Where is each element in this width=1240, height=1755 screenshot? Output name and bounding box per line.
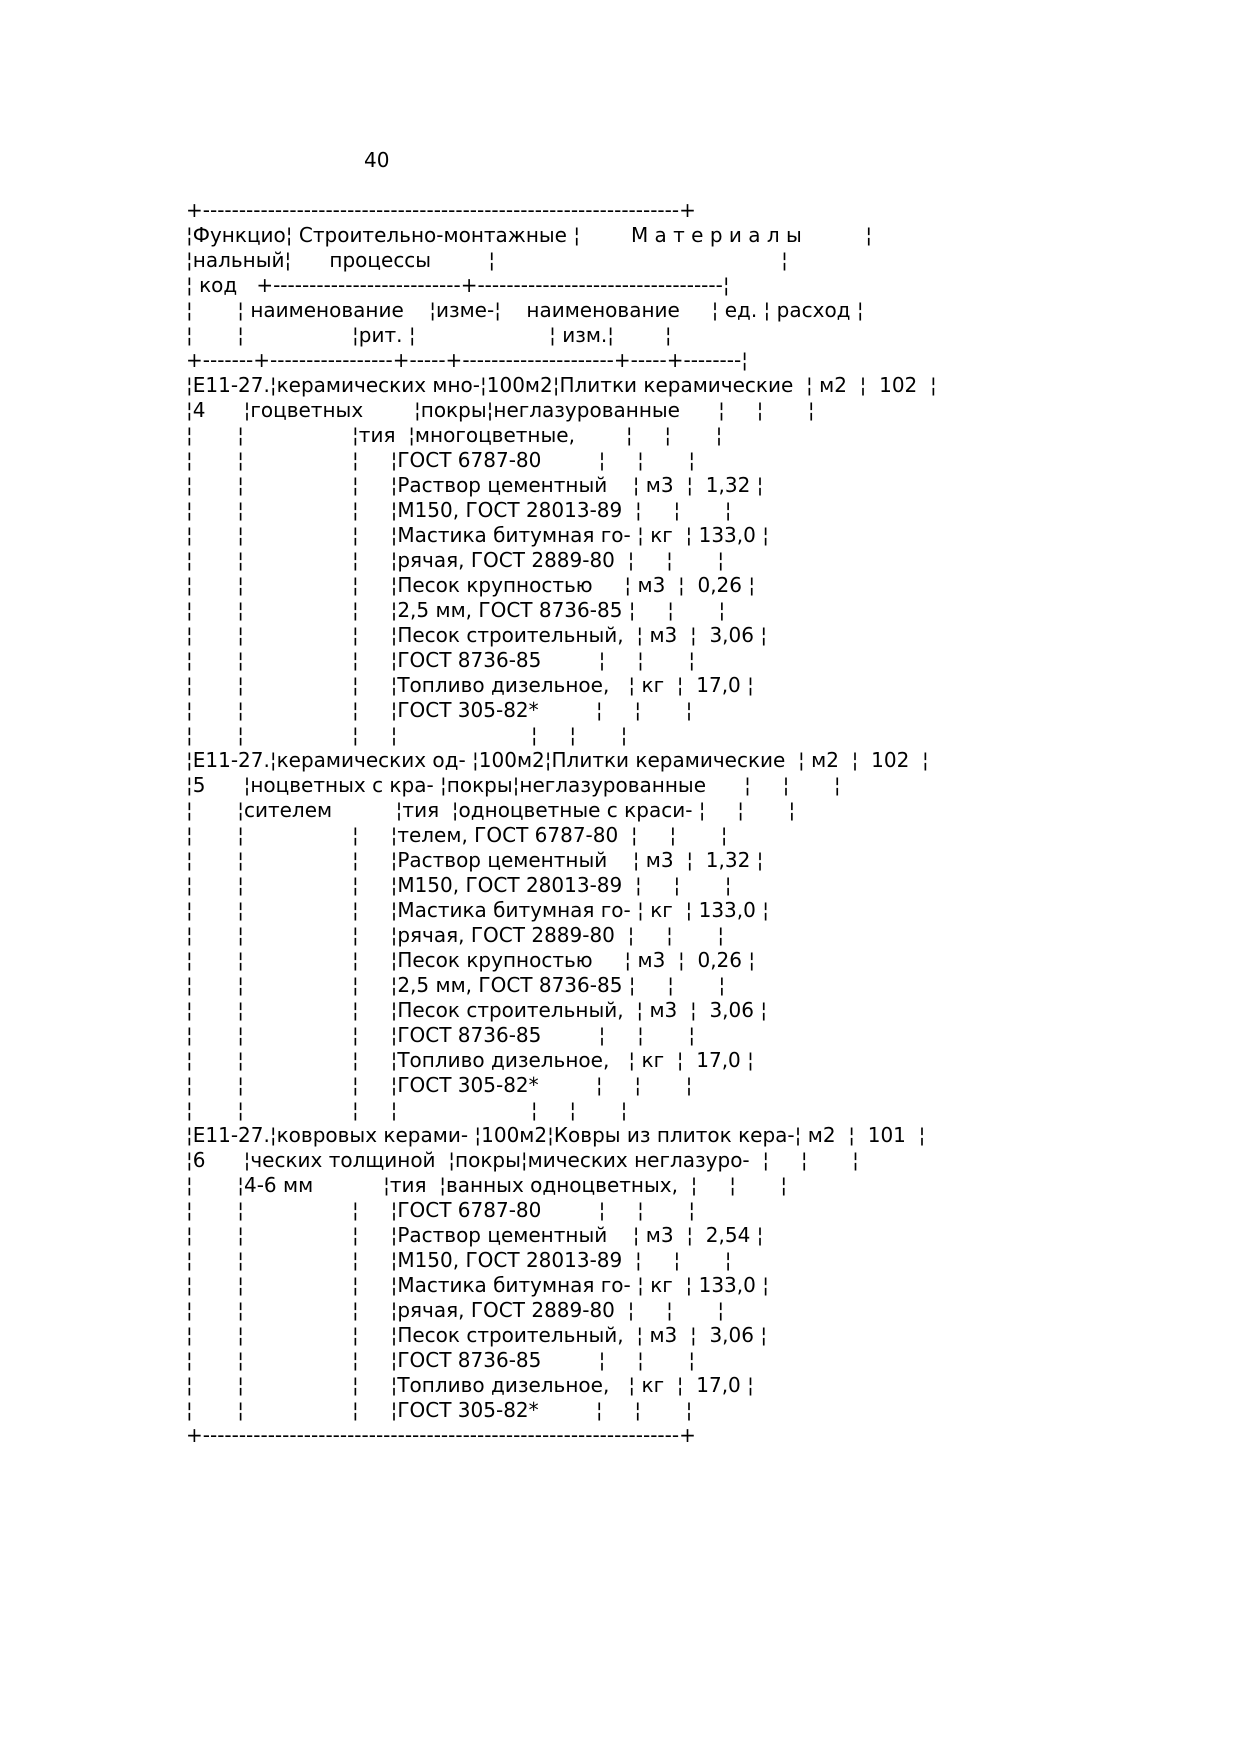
text-line: ¦ ¦ ¦ ¦Мастика битумная го- ¦ кг ¦ 133,0 ¦ — [186, 523, 769, 547]
text-line: ¦ ¦ ¦тия ¦многоцветные, ¦ ¦ ¦ — [186, 423, 723, 447]
text-line: ¦ ¦ ¦ ¦М150, ГОСТ 28013-89 ¦ ¦ ¦ — [186, 1248, 732, 1272]
text-line: ¦6 ¦ческих толщиной ¦покры¦мических неглазуро- ¦ ¦ ¦ — [186, 1148, 859, 1172]
text-line: ¦ ¦ ¦ ¦рячая, ГОСТ 2889-80 ¦ ¦ ¦ — [186, 548, 725, 572]
text-line: ¦ ¦ ¦ ¦Раствор цементный ¦ м3 ¦ 2,54 ¦ — [186, 1223, 764, 1247]
text-line: ¦ ¦ ¦ ¦ГОСТ 8736-85 ¦ ¦ ¦ — [186, 1023, 696, 1047]
text-line: ¦5 ¦ноцветных с кра- ¦покры¦неглазурованные ¦ ¦ ¦ — [186, 773, 841, 797]
page-number: 40 — [186, 148, 390, 172]
text-line: ¦ ¦ ¦ ¦Мастика битумная го- ¦ кг ¦ 133,0 ¦ — [186, 1273, 769, 1297]
text-line: ¦ ¦ ¦ ¦Мастика битумная го- ¦ кг ¦ 133,0 ¦ — [186, 898, 769, 922]
text-line: ¦Функцио¦ Строительно-монтажные ¦ М а т е р и а л ы ¦ — [186, 223, 873, 247]
text-line: ¦ ¦ ¦ ¦рячая, ГОСТ 2889-80 ¦ ¦ ¦ — [186, 923, 725, 947]
text-line: ¦ ¦ ¦ ¦рячая, ГОСТ 2889-80 ¦ ¦ ¦ — [186, 1298, 725, 1322]
text-line: ¦ ¦ ¦ ¦Раствор цементный ¦ м3 ¦ 1,32 ¦ — [186, 473, 764, 497]
text-line: ¦нальный¦ процессы ¦ ¦ — [186, 248, 788, 272]
text-line: ¦ ¦ ¦ ¦ГОСТ 305-82* ¦ ¦ ¦ — [186, 1398, 693, 1422]
text-line: ¦Е11-27.¦керамических мно-¦100м2¦Плитки керамические ¦ м2 ¦ 102 ¦ — [186, 373, 937, 397]
text-line: ¦Е11-27.¦керамических од- ¦100м2¦Плитки керамические ¦ м2 ¦ 102 ¦ — [186, 748, 929, 772]
text-line: ¦ ¦ ¦ ¦ГОСТ 6787-80 ¦ ¦ ¦ — [186, 448, 696, 472]
text-line: ¦ ¦ ¦ ¦Песок строительный, ¦ м3 ¦ 3,06 ¦ — [186, 1323, 768, 1347]
text-line: ¦ ¦ ¦ ¦ ¦ ¦ ¦ — [186, 723, 628, 747]
text-line: +------------------------------------------------------------------+ — [186, 198, 696, 222]
text-line: ¦ ¦ наименование ¦изме-¦ наименование ¦ ед. ¦ расход ¦ — [186, 298, 864, 322]
ascii-table — [186, 148, 937, 1448]
text-line: ¦ ¦4-6 мм ¦тия ¦ванных одноцветных, ¦ ¦ ¦ — [186, 1173, 788, 1197]
text-line: ¦ ¦ ¦ ¦Песок крупностью ¦ м3 ¦ 0,26 ¦ — [186, 573, 756, 597]
text-line: ¦ ¦ ¦ ¦ ¦ ¦ ¦ — [186, 1098, 628, 1122]
text-line: ¦ ¦ ¦ ¦М150, ГОСТ 28013-89 ¦ ¦ ¦ — [186, 873, 732, 897]
text-line: ¦ ¦ ¦ ¦телем, ГОСТ 6787-80 ¦ ¦ ¦ — [186, 823, 728, 847]
text-line: +------------------------------------------------------------------+ — [186, 1423, 696, 1447]
text-line: ¦ ¦ ¦ ¦ГОСТ 305-82* ¦ ¦ ¦ — [186, 698, 693, 722]
text-line: ¦ ¦ ¦ ¦Песок крупностью ¦ м3 ¦ 0,26 ¦ — [186, 948, 756, 972]
text-line: ¦ ¦ ¦ ¦ГОСТ 8736-85 ¦ ¦ ¦ — [186, 1348, 696, 1372]
text-line: ¦ ¦ ¦ ¦М150, ГОСТ 28013-89 ¦ ¦ ¦ — [186, 498, 732, 522]
text-line: ¦ ¦ ¦ ¦Топливо дизельное, ¦ кг ¦ 17,0 ¦ — [186, 673, 754, 697]
text-line: ¦ ¦ ¦ ¦Песок строительный, ¦ м3 ¦ 3,06 ¦ — [186, 998, 768, 1022]
text-line: ¦4 ¦гоцветных ¦покры¦неглазурованные ¦ ¦ ¦ — [186, 398, 815, 422]
text-line — [186, 173, 937, 198]
text-line: ¦ ¦ ¦ ¦Песок строительный, ¦ м3 ¦ 3,06 ¦ — [186, 623, 768, 647]
text-line: ¦Е11-27.¦ковровых керами- ¦100м2¦Ковры из плиток кера-¦ м2 ¦ 101 ¦ — [186, 1123, 926, 1147]
text-line: ¦ ¦ ¦рит. ¦ ¦ изм.¦ ¦ — [186, 323, 672, 347]
text-line: ¦ ¦ ¦ ¦Раствор цементный ¦ м3 ¦ 1,32 ¦ — [186, 848, 764, 872]
text-line: ¦ ¦ ¦ ¦ГОСТ 6787-80 ¦ ¦ ¦ — [186, 1198, 696, 1222]
text-line: ¦ код +--------------------------+----------------------------------¦ — [186, 273, 730, 297]
text-line: ¦ ¦ ¦ ¦2,5 мм, ГОСТ 8736-85 ¦ ¦ ¦ — [186, 598, 726, 622]
text-line: ¦ ¦ ¦ ¦ГОСТ 305-82* ¦ ¦ ¦ — [186, 1073, 693, 1097]
text-line: ¦ ¦ ¦ ¦2,5 мм, ГОСТ 8736-85 ¦ ¦ ¦ — [186, 973, 726, 997]
text-line: ¦ ¦ ¦ ¦Топливо дизельное, ¦ кг ¦ 17,0 ¦ — [186, 1373, 754, 1397]
text-line: ¦ ¦ ¦ ¦ГОСТ 8736-85 ¦ ¦ ¦ — [186, 648, 696, 672]
text-line: +-------+-----------------+-----+---------------------+-----+--------¦ — [186, 348, 748, 372]
text-line: ¦ ¦ ¦ ¦Топливо дизельное, ¦ кг ¦ 17,0 ¦ — [186, 1048, 754, 1072]
text-line: ¦ ¦сителем ¦тия ¦одноцветные с краси- ¦ ¦ ¦ — [186, 798, 796, 822]
